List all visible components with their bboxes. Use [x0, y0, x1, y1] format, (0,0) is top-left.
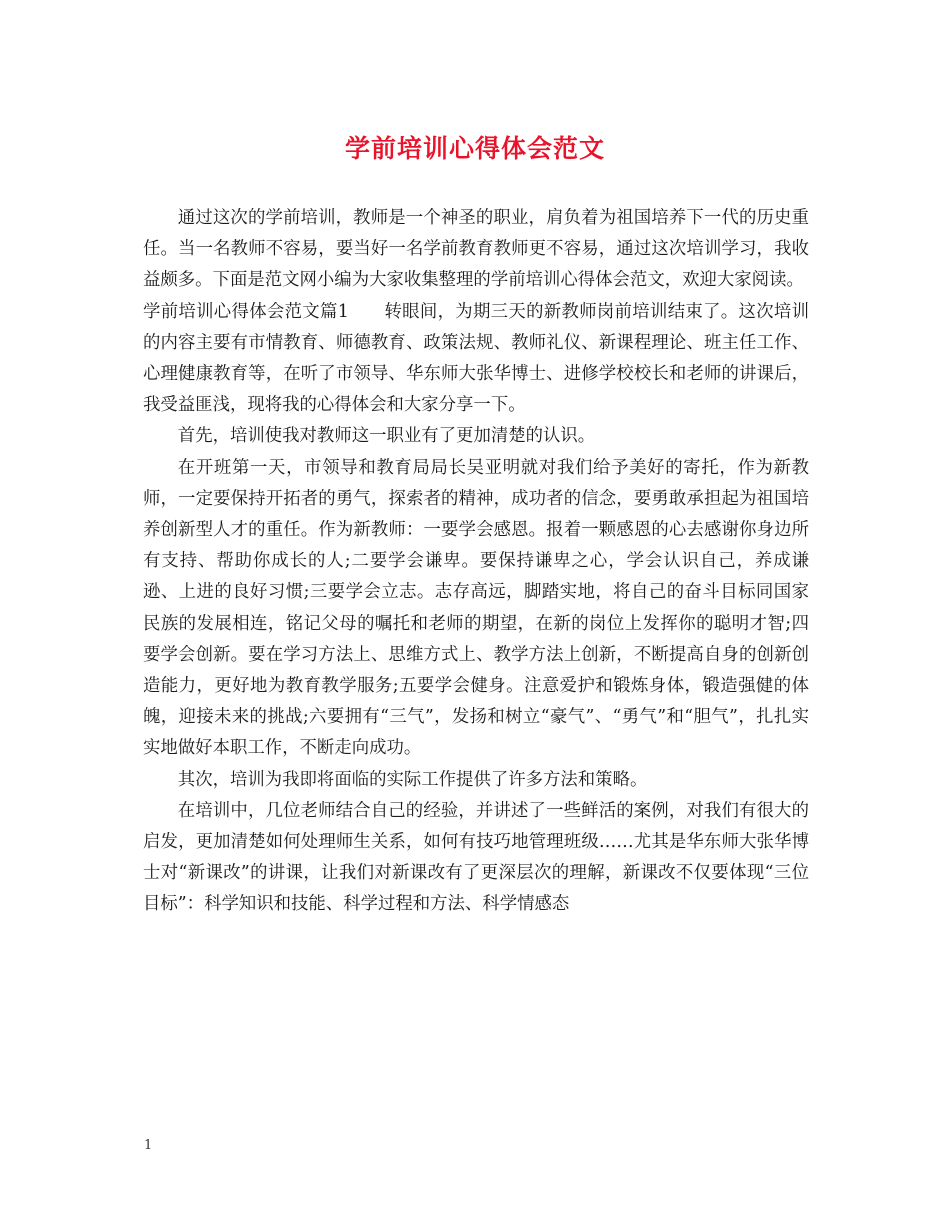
paragraph-intro: 通过这次的学前培训，教师是一个神圣的职业，肩负着为祖国培养下一代的历史重任。当一名教师不容易，要当好一名学前教育教师更不容易，通过这次培训学习，我收益颇多。下面是范文网小编为大家收集整理的学前培训心得体会范文，欢迎大家阅读。 [143, 208, 809, 291]
paragraph-opening-day: 在开班第一天，市领导和教育局局长吴亚明就对我们给予美好的寄托，作为新教师，一定要保持开拓者的勇气，探索者的精神，成功者的信念，要勇敢承担起为祖国培养创新型人才的重任。作为新教师：一要学会感恩。报着一颗感恩的心去感谢你身边所有支持、帮助你成长的人;二要学会谦卑。要保持谦卑之心，学会认识自己，养成谦逊、上进的良好习惯;三要学会立志。志存高远，脚踏实地，将自己的奋斗目标同国家民族的发展相连，铭记父母的嘱托和老师的期望，在新的岗位上发挥你的聪明才智;四要学会创新。要在学习方法上、思维方式上、教学方法上创新，不断提高自身的创新创造能力，更好地为教育教学服务;五要学会健身。注意爱护和锻炼身体，锻造强健的体魄，迎接未来的挑战;六要拥有“三气”，发扬和树立“豪气”、“勇气”和“胆气”，扎扎实实地做好本职工作，不断走向成功。 [143, 457, 809, 759]
paragraph-training-cases: 在培训中，几位老师结合自己的经验，并讲述了一些鲜活的案例，对我们有很大的启发，更加清楚如何处理师生关系，如何有技巧地管理班级……尤其是华东师大张华博士对“新课改”的讲课，让我们对新课改有了更深层次的理解，新课改不仅要体现“三位目标”：科学知识和技能、科学过程和方法、科学情感态 [143, 800, 809, 915]
page-number: 1 [144, 1138, 153, 1153]
paragraph-article-1: 学前培训心得体会范文篇1 转眼间，为期三天的新教师岗前培训结束了。这次培训的内容主要有市情教育、师德教育、政策法规、教师礼仪、新课程理论、班主任工作、心理健康教育等，在听了市领导、华东师大张华博士、进修学校校长和老师的讲课后，我受益匪浅，现将我的心得体会和大家分享一下。 [143, 301, 809, 416]
document-body [143, 203, 809, 921]
document-title: 学前培训心得体会范文 [344, 134, 605, 163]
paragraph-first-point: 首先，培训使我对教师这一职业有了更加清楚的认识。 [177, 426, 596, 447]
paragraph-second-point: 其次，培训为我即将面临的实际工作提供了许多方法和策略。 [177, 769, 648, 790]
